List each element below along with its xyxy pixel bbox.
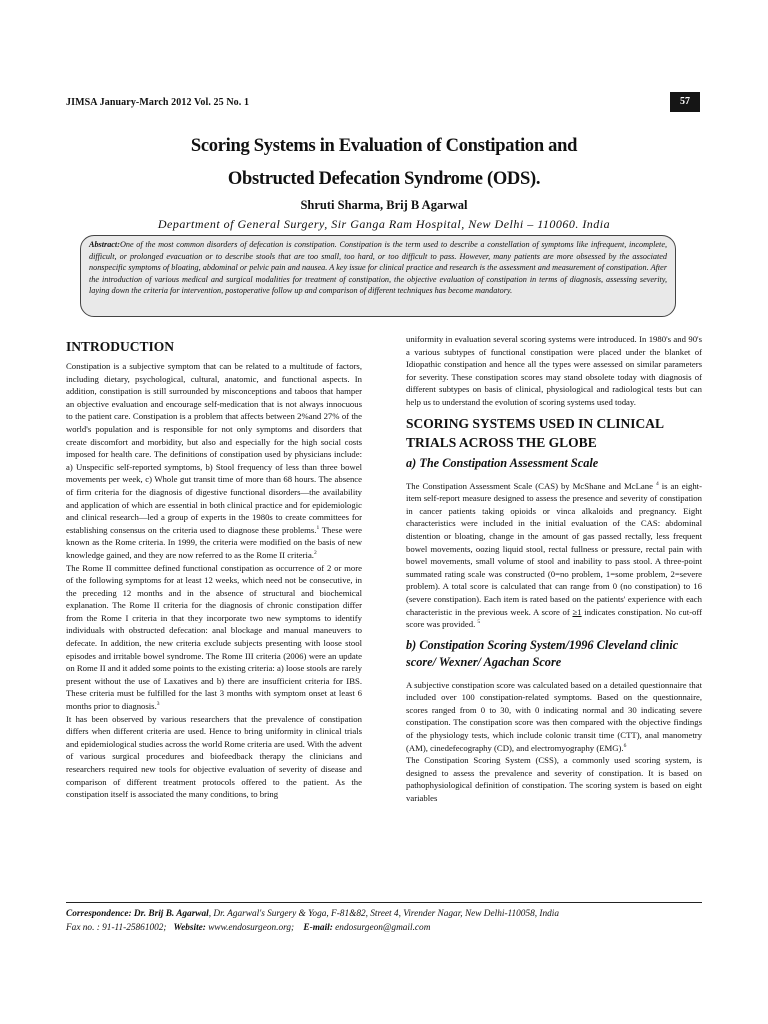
- cas-subheading: a) The Constipation Assessment Scale: [406, 455, 599, 470]
- intro-p1-tail: These were known as the Rome criteria. In 1999, the criteria were modified on the basis of new knowledge gained, and they are now referred to as the Rome II criteria.: [66, 524, 362, 560]
- cas-text-end: indicates constipation. No cut-off score was provided.: [406, 606, 702, 630]
- website-label: Website:: [173, 923, 206, 933]
- right-column: [406, 334, 702, 805]
- email-label: E-mail:: [303, 923, 333, 933]
- reference-marker: 5: [477, 619, 481, 626]
- reference-marker: 4: [655, 480, 659, 487]
- article-title-line-1: Scoring Systems in Evaluation of Constipation and: [190, 136, 578, 156]
- right-paragraph-1: uniformity in evaluation several scoring systems were introduced. In 1980's and 90's a various subtypes of functional constipation were placed under the blanket of Idiopathic constipation and hence all the types were assessed on similar parameters for severity. These constipation scores may stand obsolete today with diagnosis of different subtypes on basis of clinical, physiological and radiological tests but can help us to understand the evolution of scoring systems used today.: [406, 334, 702, 407]
- intro-paragraph-1: [66, 360, 362, 562]
- abstract-text: One of the most common disorders of defecation is constipation. Constipation is the term used to describe a constellation of symptoms like infrequent, incomplete, difficult, or prolonged evacuation or to describe stools that are too small, too hard, or too difficult to pass. However, many patients are more obsessed by the associated nonspecific symptoms of bloating, abdominal or pelvic pain and nausea. A key issue for clinical practice and research is the assessment and measurement of constipation. After the introduction of various medical and surgical modalities for treatment of constipation, the objective evaluation of constipation in terms of diagnosis, assessing severity, laying down the criteria for intervention, postoperative follow up and comparison of different techniques has become mandatory.: [89, 240, 667, 296]
- reference-marker: 3: [156, 701, 160, 708]
- abstract-label: Abstract:: [89, 240, 120, 249]
- cas-paragraph: [406, 480, 702, 631]
- reference-marker: 1: [316, 524, 320, 531]
- css-subheading: b) Constipation Scoring System/1996 Cleveland clinic score/ Wexner/ Agachan Score: [406, 637, 679, 669]
- reference-marker: 2: [313, 550, 317, 557]
- page-number-badge: 57: [670, 92, 700, 112]
- reference-marker: 6: [623, 742, 627, 749]
- article-authors: Shruti Sharma, Brij B Agarwal: [300, 198, 468, 212]
- correspondence-address: , Dr. Agarwal's Surgery & Yoga, F-81&82, Street 4, Virender Nagar, New Delhi-110058, India: [208, 909, 560, 919]
- cas-text-start: The Constipation Assessment Scale (CAS) by McShane and McLane: [406, 480, 656, 491]
- introduction-heading: INTRODUCTION: [66, 339, 175, 354]
- intro-paragraph-3: It has been observed by various researchers that the prevalence of constipation differs when different criteria are used. Hence to bring uniformity in clinical trials and epidemiological studies across the world Rome criteria are used. With the advent of various surgical procedures and biofeedback therapy the clinicians and researchers required new tools for objective evaluation of severity of disease and comparison of different treatment protocols offered to the patient. As the constipation itself is associated the many conditions, to bring: [66, 713, 362, 800]
- correspondence-footer: [66, 907, 706, 935]
- cas-threshold: ≥1: [572, 606, 582, 617]
- correspondence-label: Correspondence: Dr. Brij B. Agarwal: [66, 909, 209, 919]
- intro-paragraph-2: [66, 562, 362, 713]
- correspondence-line: [66, 907, 706, 921]
- css-paragraph-2: The Constipation Scoring System (CSS), a commonly used scoring system, is designed to assess the prevalence and severity of constipation. It is based on pathophysiological definition of constipation. The scoring system is based on eight variables: [406, 755, 702, 804]
- intro-p1-text: Constipation is a subjective symptom that can be related to a multitude of factors, including dietary, psychological, cultural, anatomic, and functional aspects. In addition, constipation is still surrounded by misconceptions and taboos that hamper an objective evaluation and encourage self-medication that is not always innocuous to the patient care. Constipation is a problem that affects between 2%and 27% of the world's population and is responsible for not only symptoms and disorders that create discomfort and morbidity, but also and especially for the high social costs imposed for health care. The definitions of constipation used by physicians include: a) Unspecific self-reported symptoms, b) Stool frequency of less than three bowel movements per week, c) Whole gut transit time of more than 68 hours. The absence of firm criteria for the diagnosis of digestive functional disorders—the availability and application of which are essential in both clinical practice and for epidemiologic and clinical research—led a group of experts in the 1980s to create committees for establishing consensus on the criteria used to diagnose these problems.: [66, 361, 362, 535]
- abstract-box: [80, 235, 676, 317]
- article-title-line-2: Obstructed Defecation Syndrome (ODS).: [227, 169, 541, 189]
- email-link[interactable]: endosurgeon@gmail.com: [332, 923, 431, 933]
- cas-text-mid: is an eight-item self-report measure designed to assess the presence and severity of constipation in cancer patients taking opioids or vinca alkaloids and pregnancy. Eight characteristics were included in the initial evaluation of the CAS: abdominal distention or bloating, change in the amount of gas passed rectally, less frequent bowel movements, oozing liquid stool, rectal fullness or pressure, rectal pain with bowel movements, small volume of stool and inability to pass stool. A three-point summated rating scale was constructed (0=no problem, 1=some problem, 2=severe problem). A total score is calculated that can range from 0 (no constipation) to 16 (severe constipation). Each item is rated based on the patients' experience with each characteristic in the previous week. A score of: [406, 480, 702, 617]
- intro-p2-text: The Rome II committee defined functional constipation as occurrence of 2 or more of the following symptoms for at least 12 weeks, which need not be consecutive, in the preceding 12 months and in the absence of structural and biochemical explanation. The Rome II criteria for the diagnosis of chronic constipation differ from the Rome I criteria in that they incorporate two new symptoms to identify individuals with obstructed defecation: anal blockage and manual maneuvers to defecate. In addition, the new criteria exclude subjects presenting with loose stool episodes and irritable bowel syndrome. The Rome III criteria (2006) were an update on Rome II and it added some points to the existing criteria: a) loose stools are rarely present without the use of Laxatives and b) there are insufficient criteria for IBS. These criteria must be fulfilled for the last 3 months with symptom onset at least 6 months prior to diagnosis.: [66, 562, 362, 712]
- article-affiliation: Department of General Surgery, Sir Ganga Ram Hospital, New Delhi – 110060. India: [157, 217, 611, 231]
- css-paragraph-1: [406, 679, 702, 755]
- fax-number: Fax no. : 91-11-25861002;: [66, 923, 167, 933]
- journal-citation: JIMSA January-March 2012 Vol. 25 No. 1: [66, 97, 250, 108]
- footer-divider: [66, 902, 702, 903]
- scoring-systems-heading: SCORING SYSTEMS USED IN CLINICAL TRIALS ACROSS THE GLOBE: [406, 415, 664, 450]
- contact-line: [66, 921, 706, 935]
- css-p1-text: A subjective constipation score was calculated based on a detailed questionnaire that included over 100 constipation-related symptoms. Based on the questionnaire, scores ranged from 0 to 30, with 0 indicating normal and 30 indicating severe constipation. The constipation score was then compared with the objective findings of the physiology tests, which include colonic transit time (CTT), anal manometry (AM), cinedefecography (CD), and electromyography (EMG).: [406, 679, 702, 753]
- website-link[interactable]: www.endosurgeon.org;: [205, 923, 295, 933]
- left-column: [66, 338, 362, 801]
